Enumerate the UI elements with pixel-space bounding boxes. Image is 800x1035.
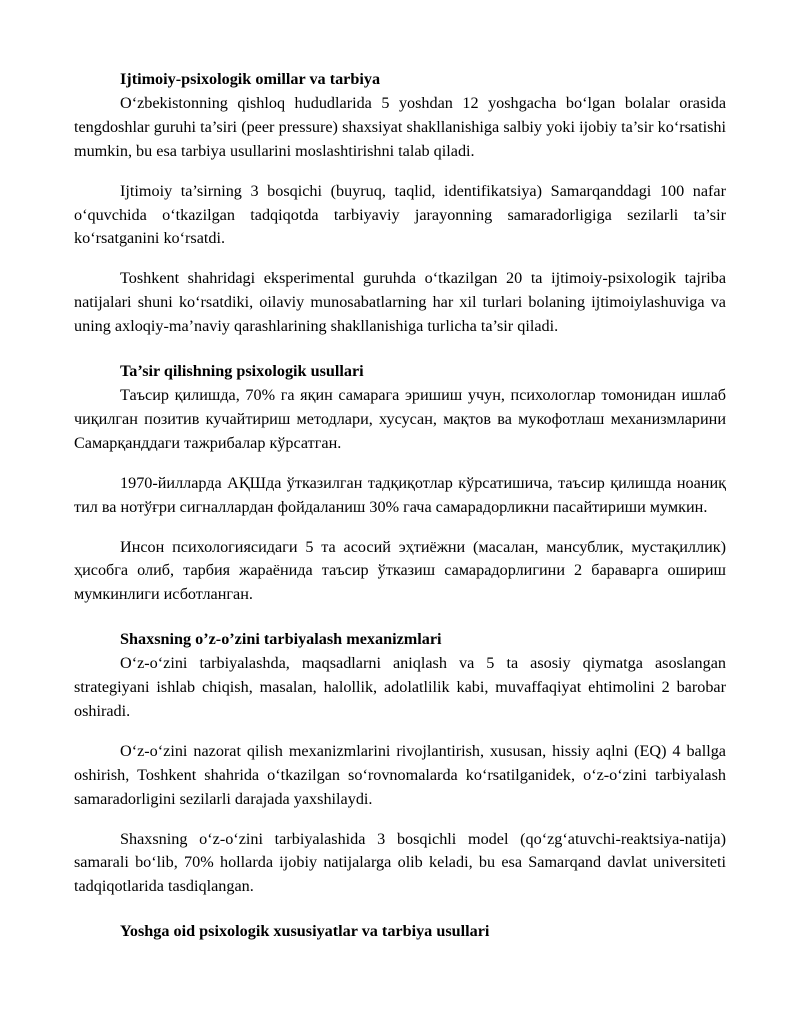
section-influence-methods bbox=[74, 360, 726, 607]
section-heading: Ijtimoiy-psixologik omillar va tarbiya bbox=[120, 70, 381, 88]
paragraph: 1970-йилларда АҚШда ўтказилган тадқиқотлар кўрсатишича, таъсир қилишда ноаниқ тил ва нотўғри сигналлардан фойдаланиш 30% гача самарадорликни пасайтириши мумкин. bbox=[74, 473, 726, 516]
paragraph: O‘z-o‘zini tarbiyalashda, maqsadlarni aniqlash va 5 ta asosiy qiymatga asoslangan strategiyani ishlab chiqish, masalan, halollik, adolatlilik kabi, muvaffaqiyat ehtimolini 2 barobar oshiradi. bbox=[74, 654, 726, 720]
section-heading: Ta’sir qilishning psixologik usullari bbox=[120, 362, 364, 381]
paragraph: Инсон психологиясидаги 5 та асосий эҳтиёжни (масалан, мансублик, мустақиллик) ҳисобга олиб, тарбия жараёнида таъсир ўтказиш самарадорлигини 2 бараварга ошириш мумкинлиги исботланган. bbox=[74, 537, 726, 604]
section-heading: Shaxsning o’z-o’zini tarbiyalash mexanizmlari bbox=[120, 630, 442, 649]
section-social-psychological-factors bbox=[74, 68, 726, 339]
paragraph: O‘z-o‘zini nazorat qilish mexanizmlarini rivojlantirish, xususan, hissiy aqlni (EQ) 4 ballga oshirish, Toshkent shahrida o‘tkazilgan so‘rovnomalarda ko‘rsatilganidek, o‘z-o‘zini tarbiyalash samaradorligini sezilarli darajada yaxshilaydi. bbox=[74, 741, 726, 808]
section-age-psychological-features bbox=[74, 920, 726, 944]
section-self-education-mechanisms bbox=[74, 628, 726, 899]
paragraph: Таъсир қилишда, 70% га яқин самарага эришиш учун, психологлар томонидан ишлаб чиқилган позитив кучайтириш методлари, хусусан, мақтов ва мукофотлаш механизмларини Самарқанддаги тажрибалар кўрсатган. bbox=[74, 385, 726, 452]
paragraph: Ijtimoiy ta’sirning 3 bosqichi (buyruq, taqlid, identifikatsiya) Samarqanddagi 100 nafar o‘quvchida o‘tkazilgan tadqiqotda tarbiyaviy jarayonning samaradorligiga sezilarli ta’sir ko‘rsatganini ko‘rsatdi. bbox=[74, 181, 726, 248]
paragraph: Toshkent shahridagi eksperimental guruhda o‘tkazilgan 20 ta ijtimoiy-psixologik tajriba natijalari shuni ko‘rsatdiki, oilaviy munosabatlarning har xil turlari bolaning ijtimoiylashuviga va uning axloqiy-ma’naviy qarashlarining shakllanishiga turlicha ta’sir qiladi. bbox=[74, 269, 726, 336]
section-heading: Yoshga oid psixologik xususiyatlar va tarbiya usullari bbox=[120, 922, 490, 941]
paragraph: Shaxsning o‘z-o‘zini tarbiyalashida 3 bosqichli model (qo‘zg‘atuvchi-reaktsiya-natija) samarali bo‘lib, 70% hollarda ijobiy natijalarga olib keladi, bu esa Samarqand davlat universiteti tadqiqotlarida tasdiqlangan. bbox=[74, 829, 726, 896]
paragraph: O‘zbekistonning qishloq hududlarida 5 yoshdan 12 yoshgacha bo‘lgan bolalar orasida tengdoshlar guruhi ta’siri (peer pressure) shaxsiyat shakllanishiga salbiy yoki ijobiy ta’sir ko‘rsatishi mumkin, bu esa tarbiya usullarini moslashtirishni talab qiladi. bbox=[74, 93, 726, 160]
